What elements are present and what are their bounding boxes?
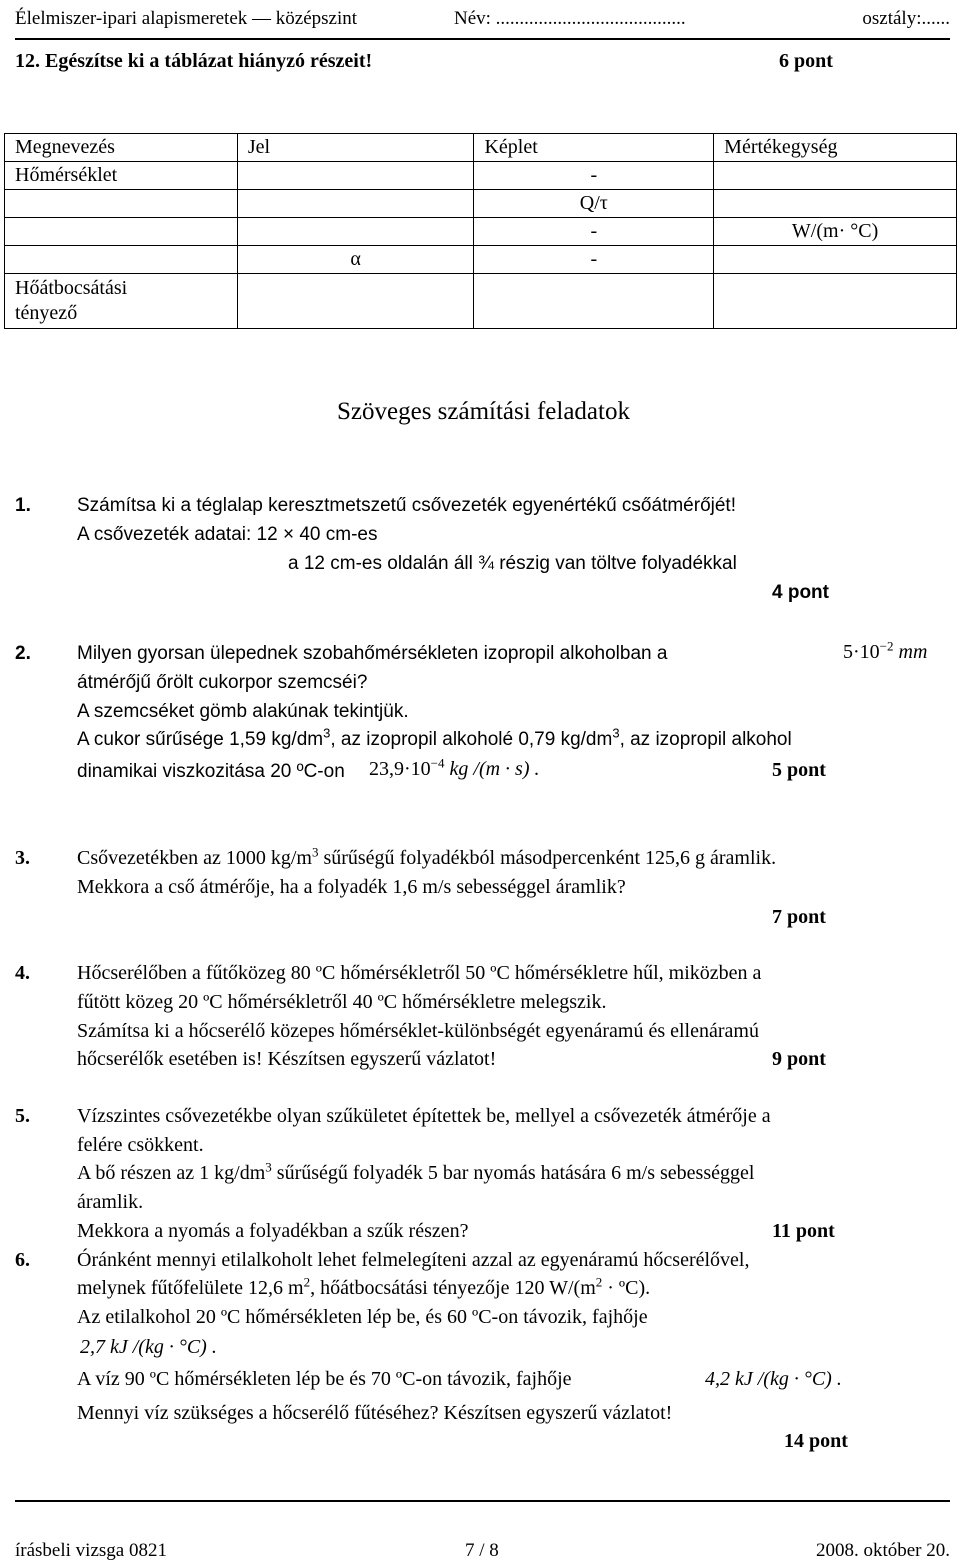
problem-1-line: Számítsa ki a téglalap keresztmetszetű csővezeték egyenértékű csőátmérőjét! <box>77 495 736 516</box>
table-row <box>5 190 957 218</box>
math-unit: kg /(m · s) . <box>449 758 540 780</box>
math-unit: mm <box>898 641 928 663</box>
text-span: sűrűségű folyadék 5 bar nyomás hatására 6 m/s sebességgel <box>271 1162 755 1184</box>
problem-2-number: 2. <box>15 643 31 664</box>
table-cell <box>5 246 238 274</box>
table-row <box>5 218 957 246</box>
problem-2-line <box>77 725 792 751</box>
table-header-cell: Mértékegység <box>714 134 957 162</box>
table-cell <box>237 162 474 190</box>
problem-4-number: 4. <box>15 962 30 984</box>
table-cell: α <box>237 246 474 274</box>
task-12-points: 6 pont <box>779 50 833 72</box>
text-span: Csővezetékben az 1000 kg/m <box>77 847 312 869</box>
problem-6-line: Az etilalkohol 20 ºC hőmérsékleten lép be, és 60 ºC-on távozik, fajhője <box>77 1306 648 1328</box>
problem-2-points: 5 pont <box>772 759 826 781</box>
problem-6-line: A víz 90 ºC hőmérsékleten lép be és 70 ºC-on távozik, fajhője <box>77 1368 572 1390</box>
problem-2-viscosity <box>369 755 540 781</box>
table-cell <box>237 190 474 218</box>
problem-5-line: A bő részen az 1 $kg/dm^3$ sűrűségű folyadék 5 bar nyomás hatására 6 m/s sebességgel <box>77 1159 755 1184</box>
problem-6-line: Óránként mennyi etilalkoholt lehet felmelegíteni azzal az egyenáramú hőcserélővel, <box>77 1249 750 1271</box>
problem-1-number: 1. <box>15 495 31 516</box>
fill-in-table <box>4 133 957 329</box>
footer-exam-id: írásbeli vizsga 0821 <box>15 1540 167 1561</box>
problem-6-math: 2,7 kJ /(kg · °C) . <box>80 1336 217 1358</box>
problem-5-line: felére csökkent. <box>77 1134 204 1156</box>
problem-6-line: Mennyi víz szükséges a hőcserélő fűtéséhez? Készítsen egyszerű vázlatot! <box>77 1402 673 1424</box>
table-cell <box>714 246 957 274</box>
problem-6-points: 14 pont <box>784 1430 848 1452</box>
problem-5-line: áramlik. <box>77 1191 144 1213</box>
table-cell <box>714 274 957 329</box>
problem-4-line: fűtött közeg 20 ºC hőmérsékletről 40 ºC hőmérsékletre melegszik. <box>77 991 607 1013</box>
superscript: 3 <box>612 725 620 741</box>
problem-4-line: hőcserélők esetében is! Készítsen egyszerű vázlatot! <box>77 1048 497 1070</box>
table-cell <box>714 190 957 218</box>
problem-2-line: A szemcséket gömb alakúnak tekintjük. <box>77 701 409 722</box>
table-cell: Hőmérséklet <box>5 162 238 190</box>
math-exponent: −4 <box>430 755 445 771</box>
problem-5-number: 5. <box>15 1105 30 1127</box>
table-cell: - <box>474 246 714 274</box>
problem-3-points: 7 pont <box>772 906 826 928</box>
text-span: · ºC). <box>602 1277 651 1299</box>
page-header <box>15 4 950 40</box>
table-cell: W/(m· °C) <box>714 218 957 246</box>
text-span: A cukor sűrűsége 1,59 kg/dm <box>77 729 324 750</box>
table-cell <box>474 274 714 329</box>
problem-2-line: átmérőjű őrölt cukorpor szemcséi? <box>77 672 368 693</box>
problem-3-line: Csővezetékben az 1000 $kg/m^3$ sűrűségű folyadékból másodpercenként 125,6 g áramlik. <box>77 844 777 869</box>
text-span: , az izopropil alkoholé 0,79 kg/dm <box>330 729 613 750</box>
math-value: 5·10 <box>843 641 880 663</box>
table-cell <box>714 162 957 190</box>
table-cell: Hőátbocsátási tényező <box>5 274 238 329</box>
problem-5-line: Vízszintes csővezetékbe olyan szűkületet építettek be, mellyel a csővezeték átmérője a <box>77 1105 771 1127</box>
table-cell <box>5 218 238 246</box>
superscript: 3 <box>323 725 331 741</box>
problem-5-line: Mekkora a nyomás a folyadékban a szűk részen? <box>77 1220 469 1242</box>
superscript: 2 <box>303 1274 311 1290</box>
problem-4-line: Hőcserélőben a fűtőközeg 80 ºC hőmérsékletről 50 ºC hőmérsékletre hűl, miközben a <box>77 962 762 984</box>
text-span: melynek fűtőfelülete 12,6 m <box>77 1277 304 1299</box>
text-span: A bő részen az 1 kg/dm <box>77 1162 266 1184</box>
header-name-field: Név: ........................................ <box>454 8 686 29</box>
footer-date: 2008. október 20. <box>815 1540 950 1561</box>
table-header-cell: Jel <box>237 134 474 162</box>
problem-6-number: 6. <box>15 1249 30 1271</box>
text-span: , hőátbocsátási tényezője 120 W/(m <box>310 1277 596 1299</box>
math-value: 23,9·10 <box>369 758 431 780</box>
page-footer <box>15 1500 950 1561</box>
problem-2-math <box>843 638 928 664</box>
header-class-field: osztály:...... <box>862 8 950 29</box>
table-row <box>5 274 957 329</box>
table-header-cell: Képlet <box>474 134 714 162</box>
math-exponent: −2 <box>879 638 894 654</box>
table-cell: - <box>474 162 714 190</box>
problem-1-line: a 12 cm-es oldalán áll ¾ részig van töltve folyadékkal <box>288 553 737 574</box>
table-header-row <box>5 134 957 162</box>
problem-6-math: 4,2 kJ /(kg · °C) . <box>705 1368 842 1390</box>
table-cell <box>237 218 474 246</box>
text-span: sűrűségű folyadékból másodpercenként 125,6 g áramlik. <box>318 847 777 869</box>
footer-page-number: 7 / 8 <box>465 1540 499 1561</box>
table-cell <box>237 274 474 329</box>
problem-3-line: Mekkora a cső átmérője, ha a folyadék 1,6 m/s sebességgel áramlik? <box>77 876 626 898</box>
table-row <box>5 246 957 274</box>
problem-3-number: 3. <box>15 847 30 869</box>
problem-4-line: Számítsa ki a hőcserélő közepes hőmérséklet-különbségét egyenáramú és ellenáramú <box>77 1020 759 1042</box>
problem-2-line: dinamikai viszkozitása 20 ºC-on <box>77 761 345 782</box>
problem-6-line <box>77 1274 651 1300</box>
section-title: Szöveges számítási feladatok <box>337 398 630 425</box>
problem-1-points: 4 pont <box>772 582 829 603</box>
problem-5-points: 11 pont <box>772 1220 835 1242</box>
header-subject: Élelmiszer-ipari alapismeretek — középszint <box>15 8 358 29</box>
table-cell <box>5 190 238 218</box>
task-12-title: 12. Egészítse ki a táblázat hiányzó részeit! <box>15 50 373 72</box>
problem-1-line: A csővezeték adatai: 12 × 40 cm-es <box>77 524 378 545</box>
table-cell: - <box>474 218 714 246</box>
table-cell: Q/τ <box>474 190 714 218</box>
text-span: , az izopropil alkohol <box>619 729 792 750</box>
superscript: 2 <box>595 1274 603 1290</box>
table-header-cell: Megnevezés <box>5 134 238 162</box>
problem-4-points: 9 pont <box>772 1048 826 1070</box>
problem-2-line: Milyen gyorsan ülepednek szobahőmérsékleten izopropil alkoholban a <box>77 643 668 664</box>
table-row <box>5 162 957 190</box>
